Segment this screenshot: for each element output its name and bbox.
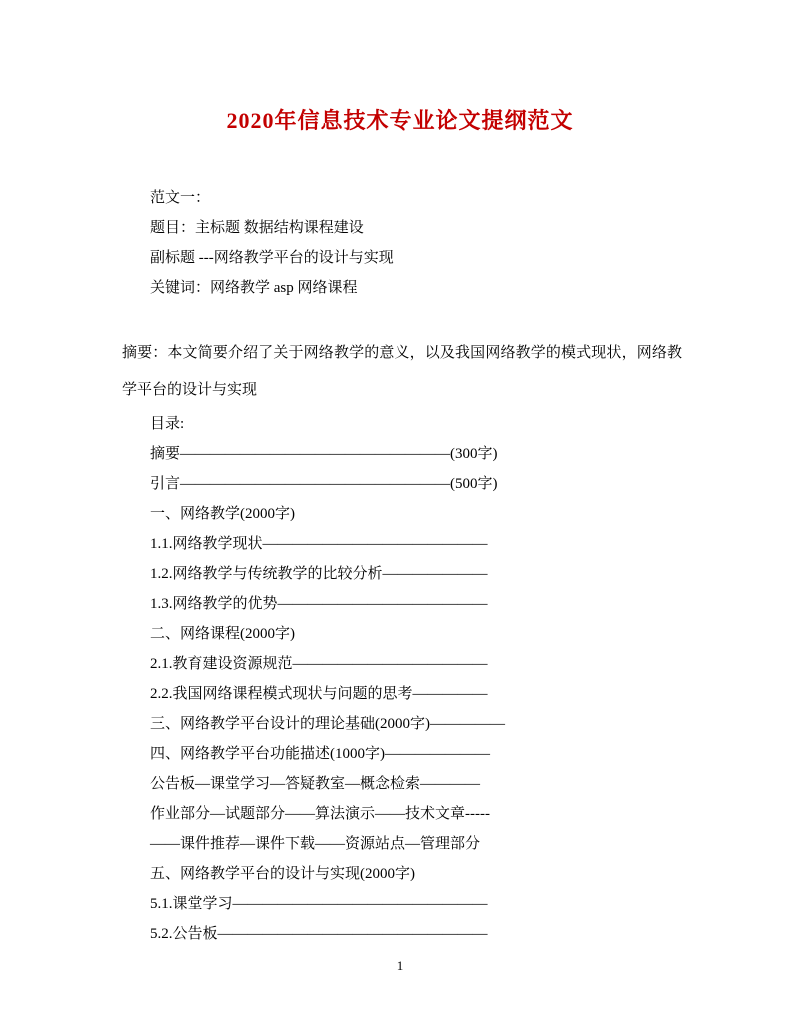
- document-body: [0, 183, 800, 949]
- abstract-paragraph: 摘要：本文简要介绍了关于网络教学的意义，以及我国网络教学的模式现状，网络教学平台的设计与实现: [122, 345, 682, 398]
- outline-line: 四、网络教学平台功能描述(1000字)———————: [150, 746, 490, 762]
- outline-line: 5.2.公告板——————————————————: [150, 926, 488, 942]
- outline-line: 1.1.网络教学现状———————————————: [150, 536, 488, 552]
- outline-line: 5.1.课堂学习—————————————————: [150, 896, 488, 912]
- header-line: 关键词：网络教学 asp 网络课程: [150, 280, 358, 296]
- outline-line: 2.2.我国网络课程模式现状与问题的思考—————: [150, 686, 488, 702]
- outline-line: 引言——————————————————(500字): [150, 476, 498, 492]
- outline-line: 作业部分—试题部分——算法演示——技术文章-----: [150, 806, 490, 822]
- document-title: 2020年信息技术专业论文提纲范文: [226, 108, 574, 133]
- outline-section: [0, 409, 800, 949]
- header-line: 副标题 ---网络教学平台的设计与实现: [150, 250, 394, 266]
- outline-line: 三、网络教学平台设计的理论基础(2000字)—————: [150, 716, 505, 732]
- outline-line: 二、网络课程(2000字): [150, 626, 295, 642]
- outline-line: 一、网络教学(2000字): [150, 506, 295, 522]
- outline-line: 1.3.网络教学的优势——————————————: [150, 596, 488, 612]
- outline-line: 摘要——————————————————(300字): [150, 446, 498, 462]
- header-line: 范文一：: [150, 190, 211, 206]
- outline-line: ——课件推荐—课件下载——资源站点—管理部分: [150, 836, 481, 852]
- header-line: 题目：主标题 数据结构课程建设: [150, 220, 364, 236]
- outline-line: 2.1.教育建设资源规范—————————————: [150, 656, 488, 672]
- outline-line: 目录:: [150, 416, 185, 432]
- outline-line: 五、网络教学平台的设计与实现(2000字): [150, 866, 415, 882]
- outline-line: 公告板—课堂学习—答疑教室—概念检索————: [150, 776, 481, 792]
- outline-line: 1.2.网络教学与传统教学的比较分析———————: [150, 566, 488, 582]
- page-number: 1: [396, 958, 404, 973]
